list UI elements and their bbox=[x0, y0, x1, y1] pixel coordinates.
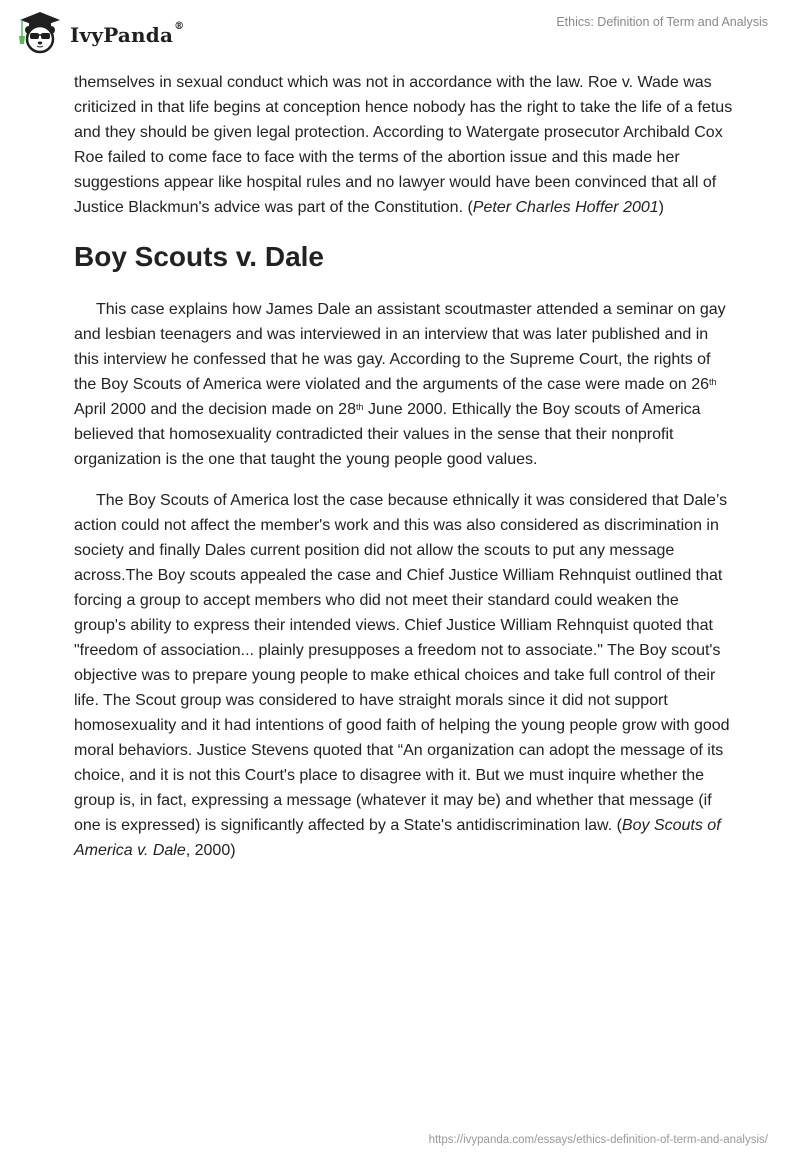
paragraph-case-summary: This case explains how James Dale an assistant scoutmaster attended a seminar on gay and lesbian teenagers and was interviewed in an interview that was later published and in this interview he confessed that he was gay. According to the Supreme Court, the rights of the Boy Scouts of America were violated and the arguments of the case were made on 26th April 2000 and the decision made on 28th June 2000. Ethically the Boy scouts of America believed that homosexuality contradicted their values in the sense that their nonprofit organization is the one that taught the young people good values. bbox=[74, 301, 726, 468]
article-body bbox=[74, 70, 734, 863]
paragraph-case-outcome: The Boy Scouts of America lost the case because ethnically it was considered that Dale’s action could not affect the member's work and this was also considered as discrimination in society and finally Dales current position did not allow the scouts to put any message across.The Boy scouts appealed the case and Chief Justice William Rehnquist outlined that forcing a group to accept members who did not meet their standard could weaken the group's ability to express their intended views. Chief Justice William Rehnquist quoted that "freedom of association... plainly presupposes a freedom not to associate." The Boy scout's objective was to prepare young people to make ethical choices and take full control of their life. The Scout group was considered to have straight morals since it did not support homosexuality and it had intentions of good faith of helping the young people grow with good moral behaviors. Justice Stevens quoted that “An organization can adopt the message of its choice, and it is not this Court's place to disagree with it. But we must inquire whether the group is, in fact, expressing a message (whatever it may be) and whether that message (if one is expressed) is significantly affected by a State's antidiscrimination law. (Boy Scouts of America v. Dale, 2000) bbox=[74, 492, 730, 859]
panda-graduation-cap-icon bbox=[16, 8, 64, 54]
citation: Peter Charles Hoffer 2001 bbox=[472, 199, 659, 216]
page-header bbox=[0, 0, 800, 62]
section-heading: Boy Scouts v. Dale bbox=[74, 241, 325, 272]
citation: Boy Scouts of America v. Dale bbox=[74, 817, 721, 859]
intro-paragraph: themselves in sexual conduct which was not in accordance with the law. Roe v. Wade was criticized in that life begins at conception hence nobody has the right to take the life of a fetus and they should be given legal protection. According to Watergate prosecutor Archibald Cox Roe failed to come face to face with the terms of the abortion issue and this made her suggestions appear like hospital rules and no lawyer would have been convinced that all of Justice Blackmun's advice was part of the Constitution. (Peter Charles Hoffer 2001) bbox=[74, 74, 733, 216]
document-title: Ethics: Definition of Term and Analysis bbox=[556, 15, 768, 29]
logo[interactable] bbox=[16, 8, 184, 54]
source-url[interactable]: https://ivypanda.com/essays/ethics-definition-of-term-and-analysis/ bbox=[428, 1134, 768, 1146]
brand-name: IvyPanda® bbox=[70, 21, 185, 47]
